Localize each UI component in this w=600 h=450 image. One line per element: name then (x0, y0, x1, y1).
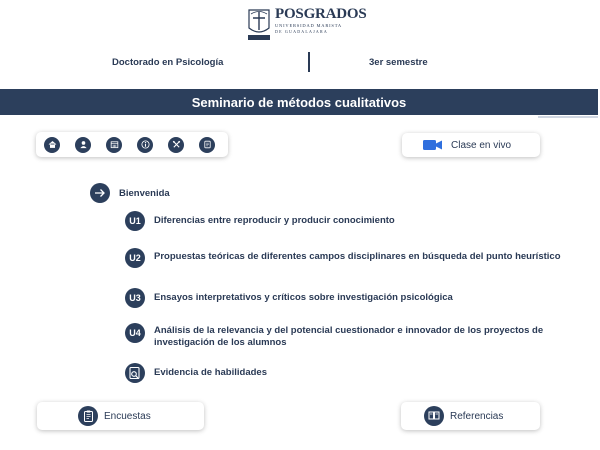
home-icon[interactable] (44, 137, 60, 153)
unit-label: Análisis de la relevancia y del potencial cuestionador e innovador de los proyectos de investigación de los alumnos (154, 325, 544, 348)
unit-item-u1[interactable] (125, 211, 594, 231)
course-title: Seminario de métodos cualitativos (191, 94, 407, 110)
video-camera-icon (423, 139, 443, 151)
arrow-right-icon (90, 183, 110, 203)
title-underline (538, 116, 598, 118)
unit-item-u2[interactable] (125, 248, 582, 268)
unit-item-u4[interactable] (125, 323, 600, 349)
calendar-icon[interactable] (106, 137, 122, 153)
info-icon[interactable] (137, 137, 153, 153)
unit-label: Diferencias entre reproducir y producir conocimiento (154, 215, 395, 226)
evidence-item[interactable] (125, 363, 454, 383)
tools-icon[interactable] (168, 137, 184, 153)
welcome-label: Bienvenida (119, 187, 170, 199)
references-label: Referencias (450, 410, 504, 422)
surveys-label: Encuestas (104, 410, 151, 422)
unit-item-u3[interactable] (125, 288, 594, 308)
clipboard-icon (78, 406, 98, 426)
semester-label: 3er semestre (369, 57, 428, 68)
unit-badge: U3 (125, 288, 145, 308)
logo-subtitle: UNIVERSIDAD MARISTA (275, 23, 342, 28)
evidence-label: Evidencia de habilidades (154, 367, 267, 378)
university-crest-icon (246, 6, 272, 42)
logo-title: POSGRADOS (275, 6, 367, 22)
document-icon[interactable] (199, 137, 215, 153)
course-toolbar (36, 132, 228, 157)
program-info (0, 52, 600, 74)
program-name: Doctorado en Psicología (112, 57, 224, 68)
program-divider (308, 52, 310, 72)
references-button[interactable] (401, 402, 540, 430)
logo-subtitle-2: DE GUADALAJARA (275, 29, 328, 34)
unit-label: Propuestas teóricas de diferentes campos disciplinares en búsqueda del punto heurístico (154, 251, 561, 262)
unit-badge: U1 (125, 211, 145, 231)
live-class-button[interactable] (402, 133, 540, 157)
live-class-label: Clase en vivo (451, 139, 512, 151)
books-icon (424, 406, 444, 426)
unit-badge: U2 (125, 248, 145, 268)
course-title-bar (0, 89, 598, 115)
user-icon[interactable] (75, 137, 91, 153)
evidence-search-icon (125, 363, 145, 383)
unit-badge: U4 (125, 323, 145, 343)
posgrados-logo (246, 6, 367, 42)
unit-label: Ensayos interpretativos y críticos sobre investigación psicológica (154, 292, 453, 303)
surveys-button[interactable] (37, 402, 204, 430)
welcome-item[interactable] (90, 183, 170, 203)
